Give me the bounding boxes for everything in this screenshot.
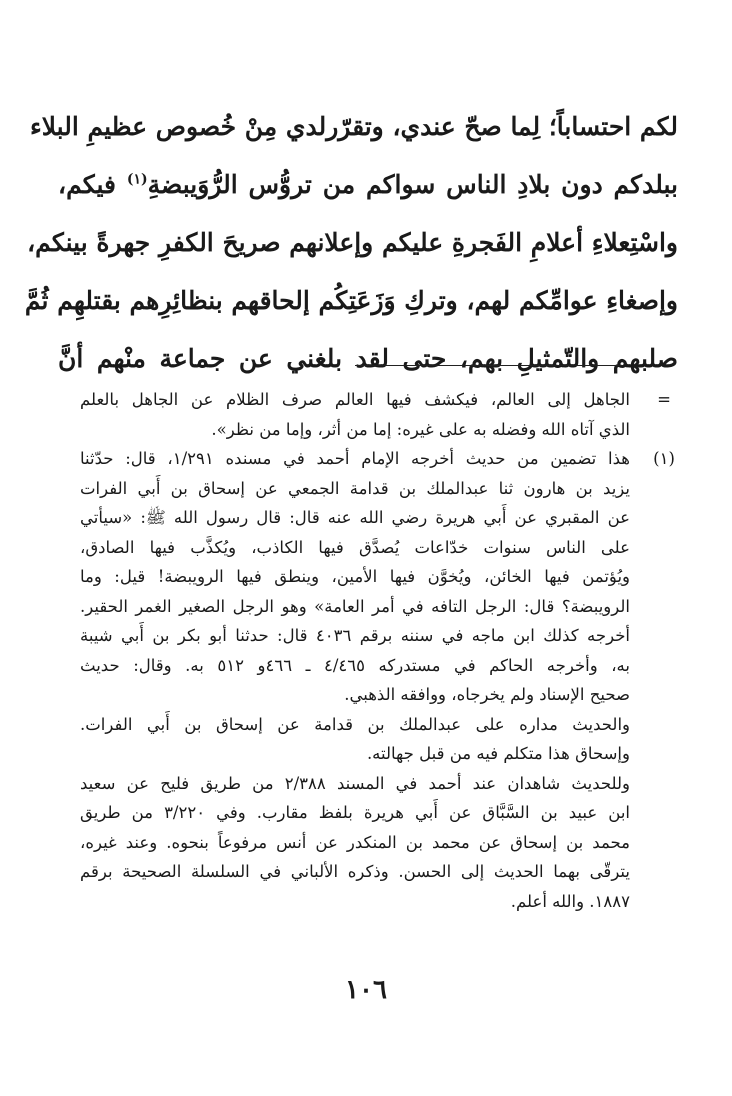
footnote-reference: (١)	[126, 171, 148, 188]
footnote-number: (١)	[653, 449, 675, 468]
footnote-line: يترقّى بهما الحديث إلى الحسن. وذكره الألباني في السلسلة الصحيحة برقم	[80, 862, 630, 881]
main-text-line	[58, 156, 678, 214]
footnote-line: عن المقبري عن أَبي هريرة رضي الله عنه قال: قال رسول الله ﷺ: «سيأتي	[80, 508, 630, 527]
footnote-line: على الناس سنوات خدّاعات يُصدَّق فيها الكاذب، ويُكذَّب فيها الصادق،	[80, 537, 630, 557]
footnote-line: الذي آتاه الله وفضله به على غيره: إما من أثر، وإما من نظر».	[211, 419, 630, 439]
footnote-line: به، وأخرجه الحاكم في مستدركه ٤/٤٦٥ ـ ٤٦٦و ٥١٢ به. وقال: حديث	[80, 655, 630, 675]
footnote-1	[80, 444, 675, 916]
footnote-line: وللحديث شاهدان عند أحمد في المسند ٢/٣٨٨ من طريق فليح عن سعيد	[80, 773, 630, 793]
main-text-line: وإصغاءِ عوامِّكم لهم، وتركِ وَزَعَتِكُم إلحاقهم بنظائِرِهم بقتلهِم ثُمَّ	[24, 286, 678, 315]
footnote-line: محمد بن إسحاق عن محمد بن المنكدر عن أنس مرفوعاً بنحوه. وعند غيره،	[80, 832, 630, 852]
footnote-line: ابن عبيد بن السَّبَّاق عن أَبي هريرة بلفظ مقارب. وفي ٣/٢٢٠ من طريق	[80, 803, 630, 822]
footnote-line: والحديث مداره على عبدالملك بن قدامة عن إسحاق بن أَبي الفرات.	[80, 714, 630, 734]
footnotes-block	[80, 385, 675, 916]
main-text-fragment: ببلدكم دون بلادِ الناس سواكم من تروُّس الرُّوَيبضةِ	[147, 170, 678, 199]
main-text-line: لكم احتساباً؛ لِما صحّ عندي، وتقرّرلدي مِنْ خُصوص عظيمِ البلاء	[30, 112, 678, 141]
main-text-fragment: فيكم،	[58, 170, 117, 199]
continuation-marker: =	[657, 390, 671, 409]
main-text-block	[24, 98, 678, 388]
footnote-line: ١٨٨٧. والله أعلم.	[510, 891, 630, 911]
footnote-line: وإسحاق هذا متكلم فيه من قبل جهالته.	[366, 744, 630, 763]
footnote-line: الرويبضة؟ قال: الرجل التافه في أمر العامة» وهو الرجل الصغير الغمر الحقير.	[80, 596, 630, 616]
main-text-line: صلبهم والتّمثيلِ بهم، حتى لقد بلغني عن جماعة منْهم أنَّ	[58, 344, 678, 373]
footnote-line: هذا تضمين من حديث أخرجه الإمام أحمد في مسنده ١/٢٩١، قال: حدّثنا	[80, 449, 630, 468]
footnote-divider	[355, 365, 623, 366]
footnote-line: صحيح الإسناد ولم يخرجاه، ووافقه الذهبي.	[344, 685, 630, 704]
footnote-line: يزيد بن هارون ثنا عبدالملك بن قدامة الجمعي عن إسحاق بن أَبي الفرات	[80, 478, 630, 498]
page-number: ١٠٦	[345, 975, 387, 1005]
main-text-line: واسْتِعلاءِ أعلامِ الفَجرةِ عليكم وإعلانهم صريحَ الكفرِ جهرةً بينكم،	[27, 228, 678, 257]
footnote-line: ويُؤتمن فيها الخائن، ويُخوَّن فيها الأمين، وينطق فيها الرويبضة! قيل: وما	[80, 567, 630, 586]
footnote-line: أخرجه كذلك ابن ماجه في سننه برقم ٤٠٣٦ قال: حدثنا أبو بكر بن أَبي شيبة	[80, 626, 630, 645]
footnote-continuation	[80, 385, 671, 444]
footnote-line: الجاهل إلى العالم، فيكشف فيها العالم صرف الظلام عن الجاهل بالعلم	[80, 390, 630, 409]
